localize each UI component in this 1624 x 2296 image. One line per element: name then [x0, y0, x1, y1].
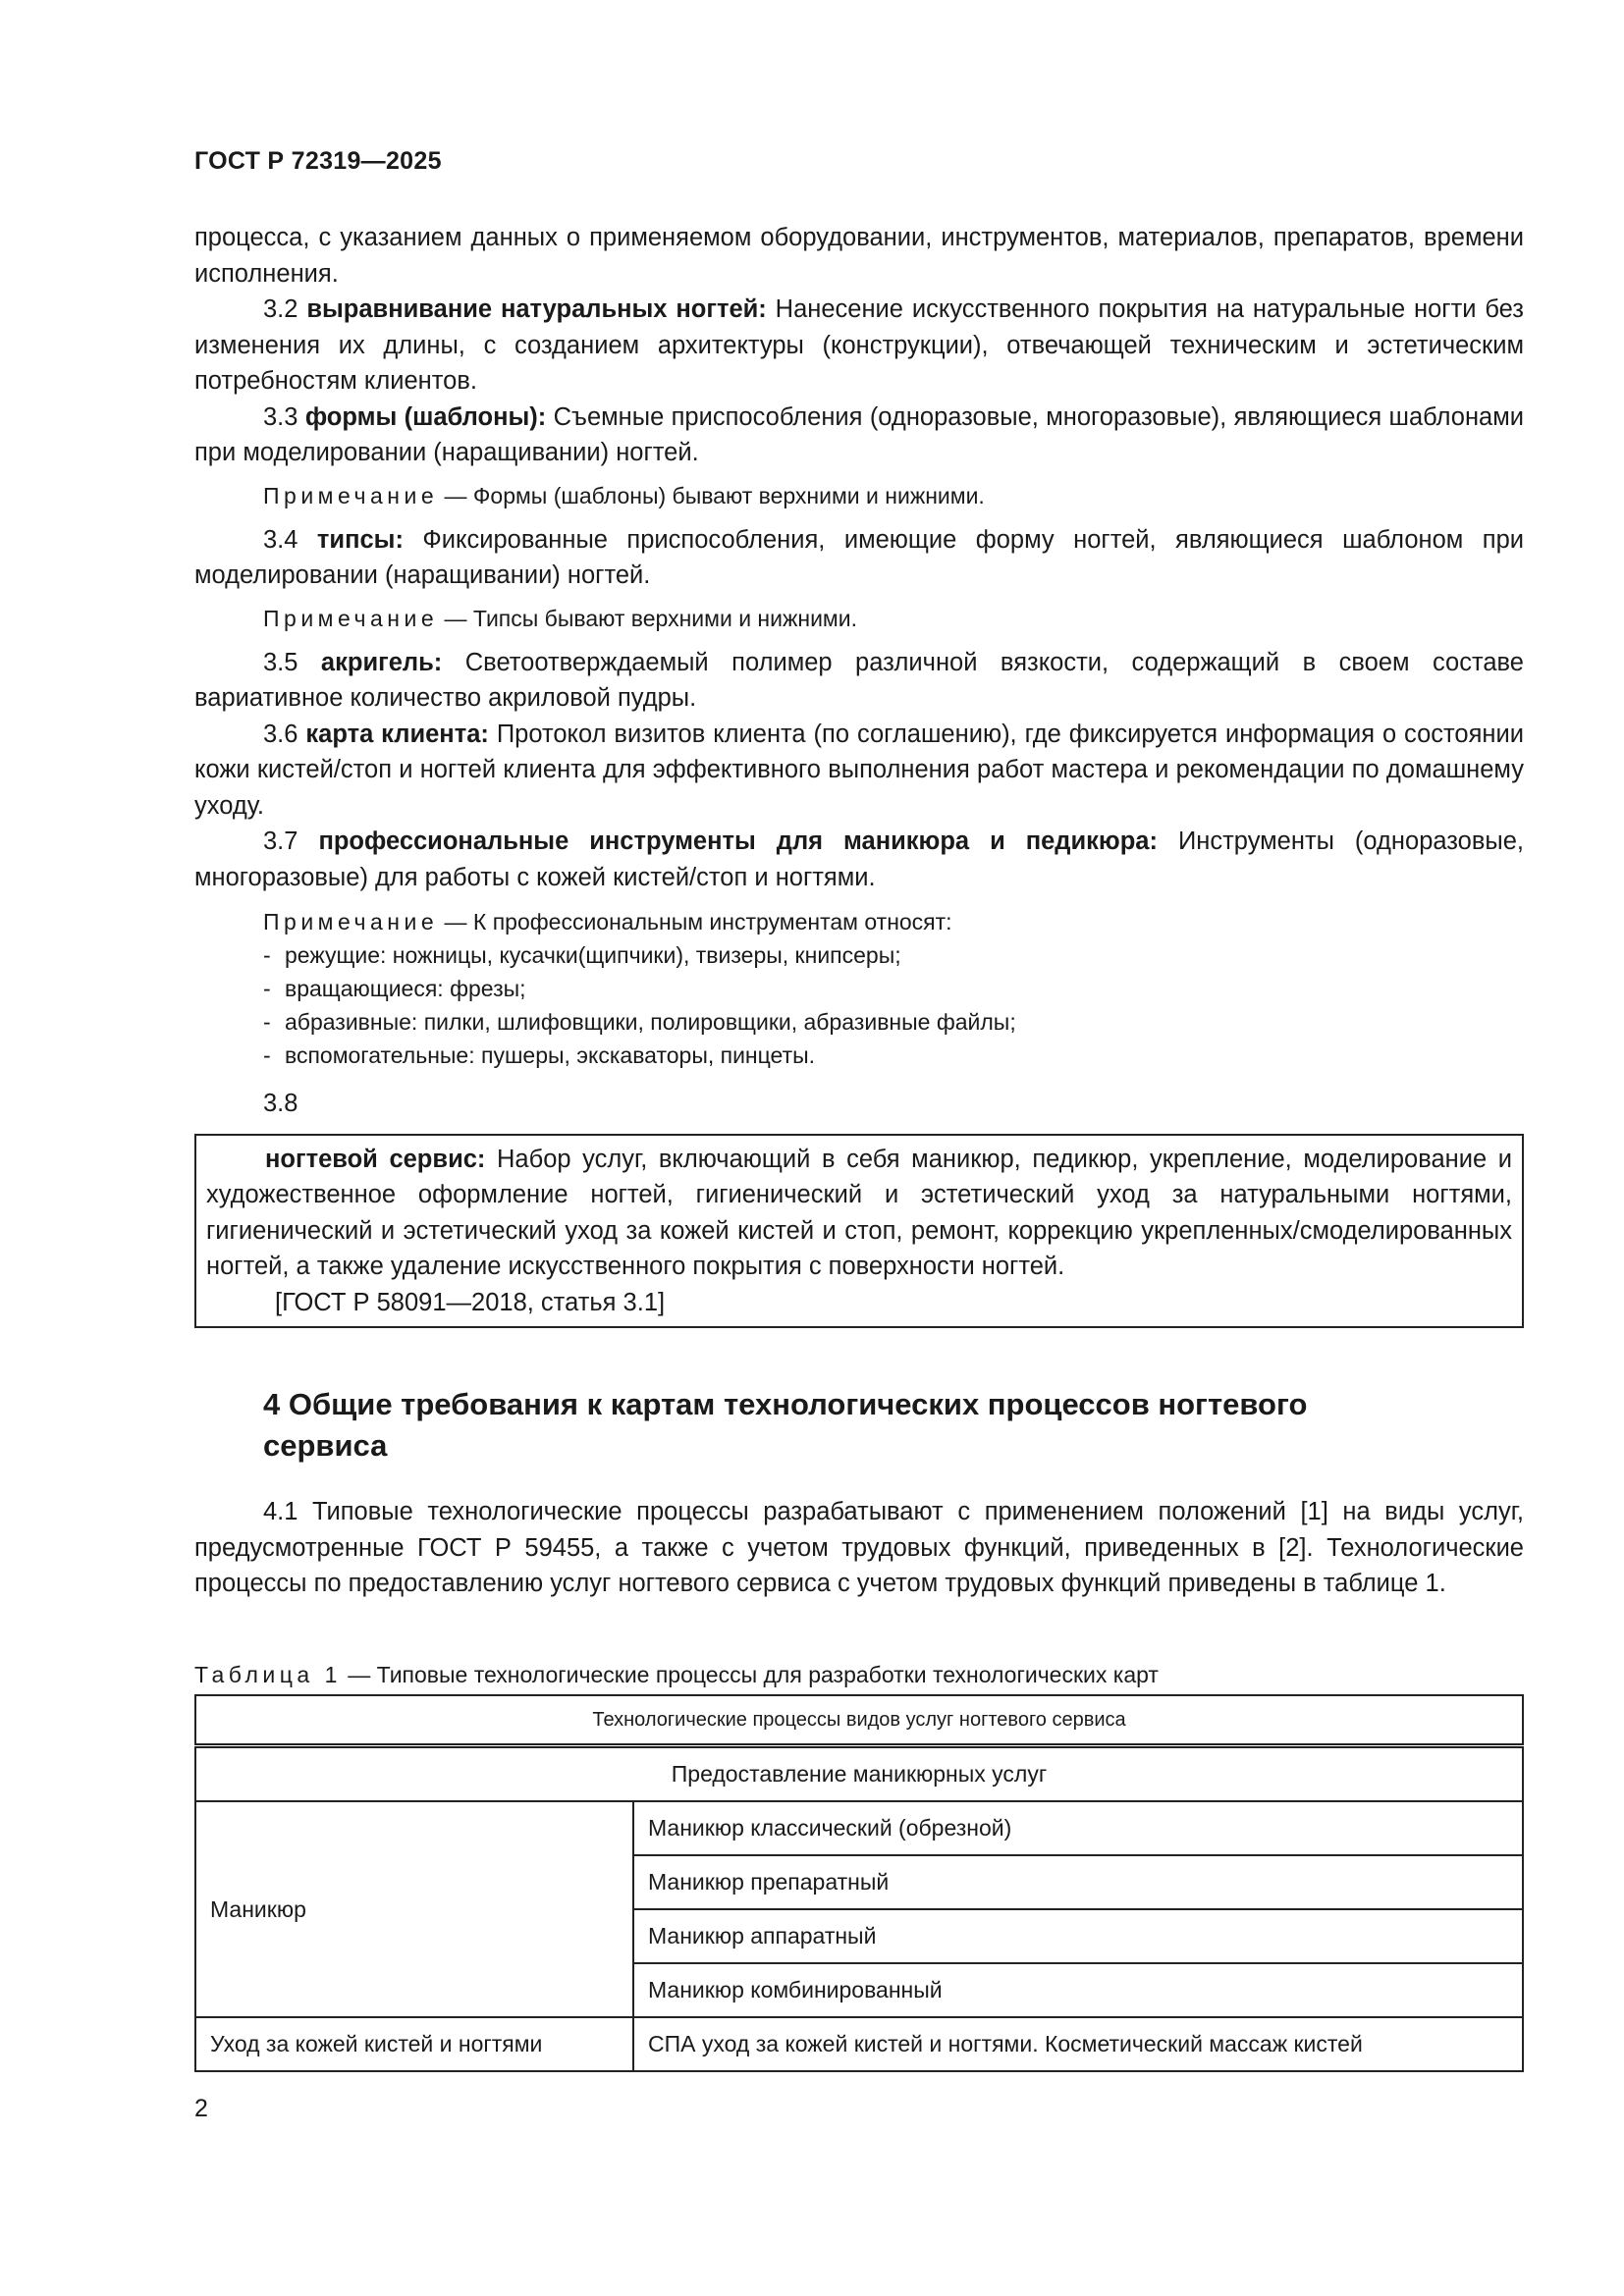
section-4-title: 4 Общие требования к картам технологических процессов ногтевого сервиса	[263, 1387, 1308, 1463]
term: ногтевой сервис:	[265, 1145, 486, 1173]
note-text: — Формы (шаблоны) бывают верхними и нижними.	[444, 482, 985, 508]
definition-3-2	[194, 292, 1524, 400]
table-subheader: Предоставление маникюрных услуг	[195, 1746, 1523, 1802]
definition-3-7	[194, 824, 1524, 895]
list-item: - вспомогательные: пушеры, экскаваторы, пинцеты.	[263, 1042, 816, 1068]
section-4-body	[194, 1494, 1524, 1602]
note-text: — К профессиональным инструментам относят:	[444, 909, 952, 934]
table-caption-text: — Типовые технологические процессы для разработки технологических карт	[348, 1662, 1159, 1687]
term: акригель:	[320, 648, 443, 676]
clause-number-3-8: 3.8	[263, 1090, 298, 1117]
note-label: Примечание	[263, 909, 439, 934]
note-3-7	[194, 905, 1524, 1072]
definition-3-8-box	[194, 1134, 1524, 1329]
table-cell: Маникюр препаратный	[633, 1855, 1523, 1909]
list-item-text: вспомогательные: пушеры, экскаваторы, пинцеты.	[285, 1042, 816, 1068]
clause-number: 3.3	[263, 402, 298, 431]
note-3-3	[194, 479, 1524, 512]
list-item: - режущие: ножницы, кусачки(щипчики), твизеры, книпсеры;	[263, 942, 901, 968]
paragraph-4-1: 4.1 Типовые технологические процессы разрабатывают с применением положений [1] на виды услуг, предусмотренные ГОСТ Р 59455, а также с учетом трудовых функций, приведенных в [2]. Технологические процессы по предоставлению услуг ногтевого сервиса с учетом трудовых функций приведены в таблице 1.	[194, 1498, 1524, 1597]
list-item-text: вращающиеся: фрезы;	[285, 976, 526, 1001]
definitions-block	[194, 220, 1524, 1328]
definition-3-4	[194, 522, 1524, 594]
note-text: — Типсы бывают верхними и нижними.	[444, 605, 857, 631]
note-intro	[194, 905, 1524, 938]
definition-3-8	[206, 1142, 1512, 1285]
clause-number: 3.2	[263, 295, 298, 323]
definition-text: Съемные приспособления (одноразовые, многоразовые), являющиеся шаблонами при моделировании (наращивании) ногтей.	[194, 402, 1524, 466]
source-reference: [ГОСТ Р 58091—2018, статья 3.1]	[275, 1288, 666, 1316]
table-cell: Маникюр аппаратный	[633, 1909, 1523, 1963]
clause-number: 3.5	[263, 648, 298, 676]
note-label: Примечание	[263, 605, 439, 631]
definition-3-3	[194, 400, 1524, 471]
term: типсы:	[316, 525, 404, 554]
definition-text: Инструменты (одноразовые, многоразовые) для работы с кожей кистей/стоп и ногтями.	[194, 828, 1524, 891]
definition-3-6	[194, 717, 1524, 825]
clause-number: 3.7	[263, 828, 298, 855]
list-item-text: режущие: ножницы, кусачки(щипчики), твизеры, книпсеры;	[285, 942, 901, 968]
table-caption	[194, 1662, 1159, 1688]
processes-table	[194, 1694, 1524, 2072]
definition-text: Протокол визитов клиента (по соглашению), где фиксируется информация о состоянии кожи кистей/стоп и ногтей клиента для эффективного выполнения работ мастера и рекомендации по домашнему уходу.	[194, 720, 1524, 820]
definition-text: Нанесение искусственного покрытия на натуральные ногти без изменения их длины, с созданием архитектуры (конструкции), отвечающей техническим и эстетическим потребностям клиентов.	[194, 295, 1524, 395]
clause-number: 3.4	[263, 525, 298, 554]
page-number: 2	[194, 2095, 208, 2122]
definition-3-5	[194, 645, 1524, 717]
table-caption-label: Таблица 1	[194, 1662, 342, 1687]
term: выравнивание натуральных ногтей:	[306, 295, 767, 323]
definition-text: Светоотверждаемый полимер различной вязкости, содержащий в своем составе вариативное количество акриловой пудры.	[194, 648, 1524, 712]
definition-text: Набор услуг, включающий в себя маникюр, педикюр, укрепление, моделирование и художественное оформление ногтей, гигиенический и эстетический уход за натуральными ногтями, гигиенический и эстетический уход за кожей кистей и стоп, ремонт, коррекцию укрепленных/смоделированных ногтей, а также удаление искусственного покрытия с поверхности ногтей.	[206, 1145, 1512, 1280]
term: формы (шаблоны):	[304, 402, 547, 431]
table-header: Технологические процессы видов услуг ногтевого сервиса	[195, 1695, 1523, 1746]
term: карта клиента:	[305, 720, 489, 748]
list-item: - абразивные: пилки, шлифовщики, полировщики, абразивные файлы;	[263, 1009, 1016, 1035]
list-item: - вращающиеся: фрезы;	[263, 976, 526, 1001]
term: профессиональные инструменты для маникюра и педикюра:	[318, 828, 1158, 855]
table-group-cell: Маникюр	[195, 1801, 633, 2017]
table-cell: Маникюр комбинированный	[633, 1963, 1523, 2017]
table-cell: СПА уход за кожей кистей и ногтями. Косметический массаж кистей	[633, 2017, 1523, 2071]
list-item-text: абразивные: пилки, шлифовщики, полировщики, абразивные файлы;	[285, 1009, 1016, 1035]
clause-number: 3.6	[263, 720, 298, 748]
note-label: Примечание	[263, 482, 439, 508]
table-group-cell: Уход за кожей кистей и ногтями	[195, 2017, 633, 2071]
definition-text: Фиксированные приспособления, имеющие форму ногтей, являющиеся шаблоном при моделировании (наращивании) ногтей.	[194, 525, 1525, 589]
document-code-header: ГОСТ Р 72319—2025	[194, 147, 442, 175]
table-cell: Маникюр классический (обрезной)	[633, 1801, 1523, 1855]
paragraph-continuation: процесса, с указанием данных о применяемом оборудовании, инструментов, материалов, препаратов, времени исполнения.	[194, 224, 1524, 288]
note-3-4	[194, 602, 1524, 635]
